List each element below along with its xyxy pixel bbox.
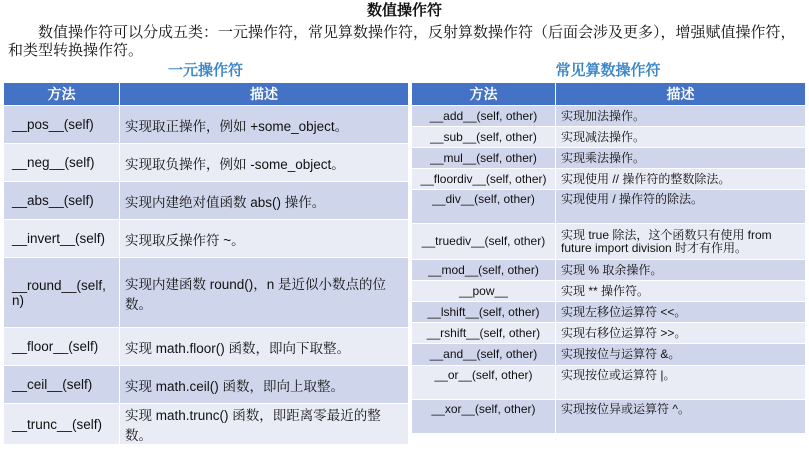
method-cell: __rshift__(self, other) (412, 323, 556, 344)
table-row (412, 106, 806, 127)
table-row (4, 182, 409, 220)
method-cell: __and__(self, other) (412, 344, 556, 366)
table-row (4, 328, 409, 366)
table-row (4, 220, 409, 258)
description-cell: 实现加法操作。 (556, 106, 806, 127)
method-cell: __mul__(self, other) (412, 148, 556, 169)
arithmetic-operators-table (411, 82, 806, 434)
table-row (412, 260, 806, 281)
method-cell: __add__(self, other) (412, 106, 556, 127)
description-cell: 实现 % 取余操作。 (556, 260, 806, 281)
table-row (412, 366, 806, 400)
description-cell: 实现 true 除法，这个函数只有使用 from future import division 时才有作用。 (556, 224, 806, 260)
table-row (412, 302, 806, 323)
table-header-row (4, 83, 409, 106)
table-row (412, 148, 806, 169)
table-row (412, 169, 806, 190)
description-cell: 实现左移位运算符 <<。 (556, 302, 806, 323)
description-column-header: 描述 (556, 83, 806, 106)
table-row (412, 127, 806, 148)
method-cell: __pos__(self) (4, 106, 120, 144)
description-cell: 实现 math.trunc() 函数，即距离零最近的整数。 (120, 404, 409, 445)
description-cell: 实现右移位运算符 >>。 (556, 323, 806, 344)
method-cell: __sub__(self, other) (412, 127, 556, 148)
table-row (412, 190, 806, 224)
table-row (412, 400, 806, 434)
table-row (4, 366, 409, 404)
description-cell: 实现内建绝对值函数 abs() 操作。 (120, 182, 409, 220)
method-cell: __or__(self, other) (412, 366, 556, 400)
description-cell: 实现乘法操作。 (556, 148, 806, 169)
description-cell: 实现取正操作，例如 +some_object。 (120, 106, 409, 144)
description-cell: 实现按位与运算符 &。 (556, 344, 806, 366)
table-row (412, 224, 806, 260)
method-cell (4, 258, 120, 328)
table-row (412, 281, 806, 302)
method-cell: __floor__(self) (4, 328, 120, 366)
table-row (4, 144, 409, 182)
method-column-header: 方法 (4, 83, 120, 106)
method-cell: __lshift__(self, other) (412, 302, 556, 323)
description-cell: 实现减法操作。 (556, 127, 806, 148)
method-cell: __neg__(self) (4, 144, 120, 182)
description-cell: 实现 ** 操作符。 (556, 281, 806, 302)
method-column-header: 方法 (412, 83, 556, 106)
description-cell: 实现使用 // 操作符的整数除法。 (556, 169, 806, 190)
table-row (412, 323, 806, 344)
unary-section-title: 一元操作符 (167, 62, 243, 79)
description-cell: 实现按位或运算符 |。 (556, 366, 806, 400)
method-line: n) (12, 292, 25, 308)
method-cell: __abs__(self) (4, 182, 120, 220)
description-cell: 实现 math.ceil() 函数，即向上取整。 (120, 366, 409, 404)
method-cell: __truediv__(self, other) (412, 224, 556, 260)
description-column-header: 描述 (120, 83, 409, 106)
table-row (4, 258, 409, 328)
method-cell: __floordiv__(self, other) (412, 169, 556, 190)
description-cell: 实现取负操作，例如 -some_object。 (120, 144, 409, 182)
intro-paragraph: 数值操作符可以分成五类：一元操作符，常见算数操作符，反射算数操作符（后面会涉及更多），增强赋值操作符，和类型转换操作符。 (8, 24, 796, 59)
description-line: 实现内建函数 round()，n 是近似小数点的位 (125, 276, 387, 292)
table-row (4, 404, 409, 445)
method-cell: __ceil__(self) (4, 366, 120, 404)
description-line: 数。 (125, 296, 152, 312)
method-cell: __invert__(self) (4, 220, 120, 258)
description-cell (120, 258, 409, 328)
method-cell: __div__(self, other) (412, 190, 556, 224)
description-cell: 实现 math.floor() 函数，即向下取整。 (120, 328, 409, 366)
description-cell: 实现使用 / 操作符的除法。 (556, 190, 806, 224)
page-title: 数值操作符 (366, 2, 442, 19)
table-row (412, 344, 806, 366)
method-cell: __xor__(self, other) (412, 400, 556, 434)
table-row (4, 106, 409, 144)
method-line: __round__(self, (12, 277, 106, 293)
description-cell: 实现取反操作符 ~。 (120, 220, 409, 258)
method-cell: __trunc__(self) (4, 404, 120, 445)
arithmetic-section-title: 常见算数操作符 (555, 62, 661, 79)
description-cell: 实现按位异或运算符 ^。 (556, 400, 806, 434)
unary-operators-table (3, 82, 409, 445)
method-cell: __mod__(self, other) (412, 260, 556, 281)
method-cell: __pow__ (412, 281, 556, 302)
table-header-row (412, 83, 806, 106)
